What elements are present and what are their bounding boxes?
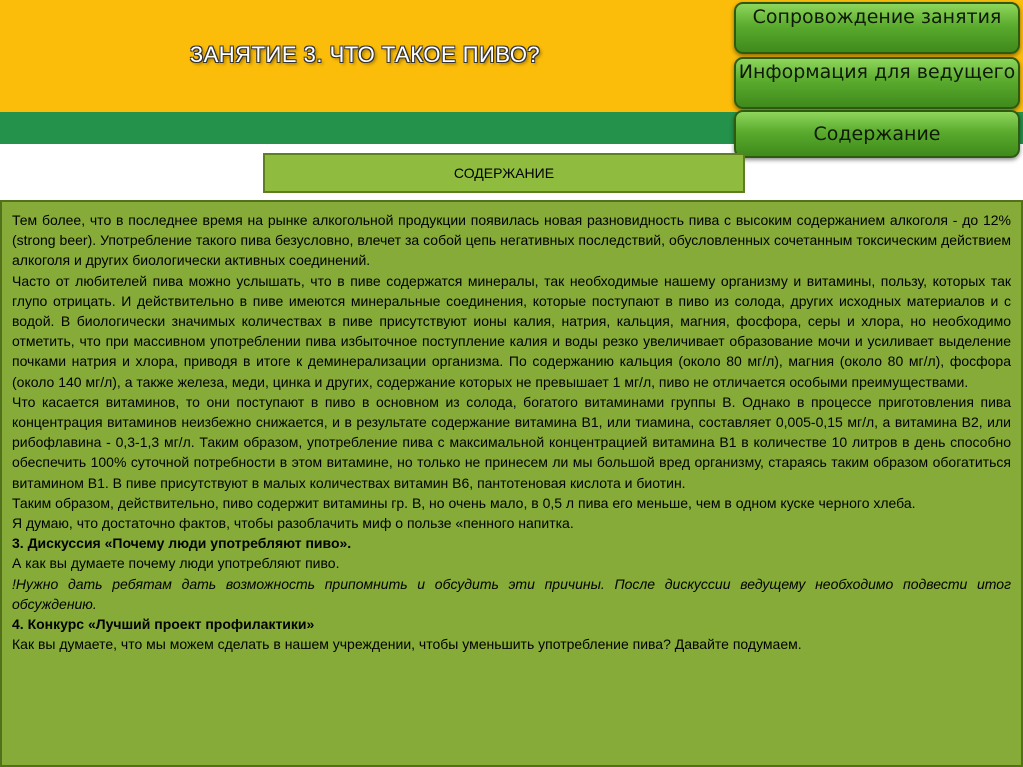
content-paragraph: Таким образом, действительно, пиво содержит витамины гр. В, но очень мало, в 0,5 л пива его меньше, чем в одном куске черного хлеба. xyxy=(12,494,916,511)
nav-presenter-info-button[interactable]: Информация для ведущего xyxy=(734,57,1020,109)
discussion-heading-text: 3. Дискуссия «Почему люди употребляют пиво». xyxy=(12,535,352,552)
discussion-heading xyxy=(12,533,1011,553)
nav-contents-button[interactable]: Содержание xyxy=(734,110,1020,158)
content-paragraph: Как вы думаете, что мы можем сделать в нашем учреждении, чтобы уменьшить употребление пива? Давайте подумаем. xyxy=(12,636,802,653)
content-paragraph: А как вы думаете почему люди употребляют пиво. xyxy=(12,555,340,572)
presenter-note xyxy=(12,574,1011,614)
content-paragraph: Тем более, что в последнее время на рынке алкогольной продукции появилась новая разновидность пива с высоким содержанием алкоголя - до 12% (strong beer). Употребление такого пива безусловно, влечет за собой цепь негативных последствий, обусловленных сочетанным токсическим действием алкоголя и других биологически активных соединений. xyxy=(12,212,1011,269)
content-paragraph: Я думаю, что достаточно фактов, чтобы разоблачить миф о пользе «пенного напитка. xyxy=(12,515,574,532)
section-header-label: СОДЕРЖАНИЕ xyxy=(453,165,555,181)
content-paragraph: Часто от любителей пива можно услышать, что в пиве содержатся минералы, так необходимые нашему организму и витамины, пользу, которых так глупо отрицать. И действительно в пиве имеются минеральные соединения, которые поступают в пиво из солода, других исходных материалов и с водой. В биологически значимых количествах в пиве присутствуют ионы калия, натрия, кальция, магния, фосфора, серы и хлора, но необходимо отметить, что при массивном употреблении пива избыточное поступление калия и воды резко увеличивает образование мочи и усиливает выделение почками натрия и хлора, приводя в итоге к деминерализации организма. По содержанию кальция (около 80 мг/л), магния (около 80 мг/л), фосфора (около 140 мг/л), а также железа, меди, цинка и других, содержание которых не превышает 1 мг/л, пиво не отличается особыми преимуществами. xyxy=(12,272,1011,390)
nav-accompaniment-button[interactable]: Сопровождение занятия xyxy=(734,2,1020,54)
page-title: ЗАНЯТИЕ 3. ЧТО ТАКОЕ ПИВО? xyxy=(189,42,541,67)
contest-heading xyxy=(12,614,1011,634)
content-paragraph: Что касается витаминов, то они поступают в пиво в основном из солода, богатого витаминами группы В. Однако в процессе приготовления пива концентрация витаминов неизбежно снижается, и в результате содержание витамина В1, или тиамина, составляет 0,005-0,15 мг/л, а витамина В2, или рибофлавина - 0,3-1,3 мг/л. Таким образом, употребление пива с максимальной концентрацией витамина В1 в количестве 10 литров в день способно обеспечить 100% суточной потребности в этом витамине, но только не принесем ли мы большой вред организму, стараясь таким образом обогатиться витамином В1. В пиве присутствуют в малых количествах витамин В6, пантотеновая кислота и биотин. xyxy=(12,393,1011,491)
contest-heading-text: 4. Конкурс «Лучший проект профилактики» xyxy=(12,616,315,633)
section-header xyxy=(263,153,745,193)
content-panel xyxy=(0,200,1023,767)
presenter-note-text: !Нужно дать ребятам дать возможность припомнить и обсудить эти причины. После дискуссии ведущему необходимо подвести итог обсуждению. xyxy=(12,575,1011,612)
